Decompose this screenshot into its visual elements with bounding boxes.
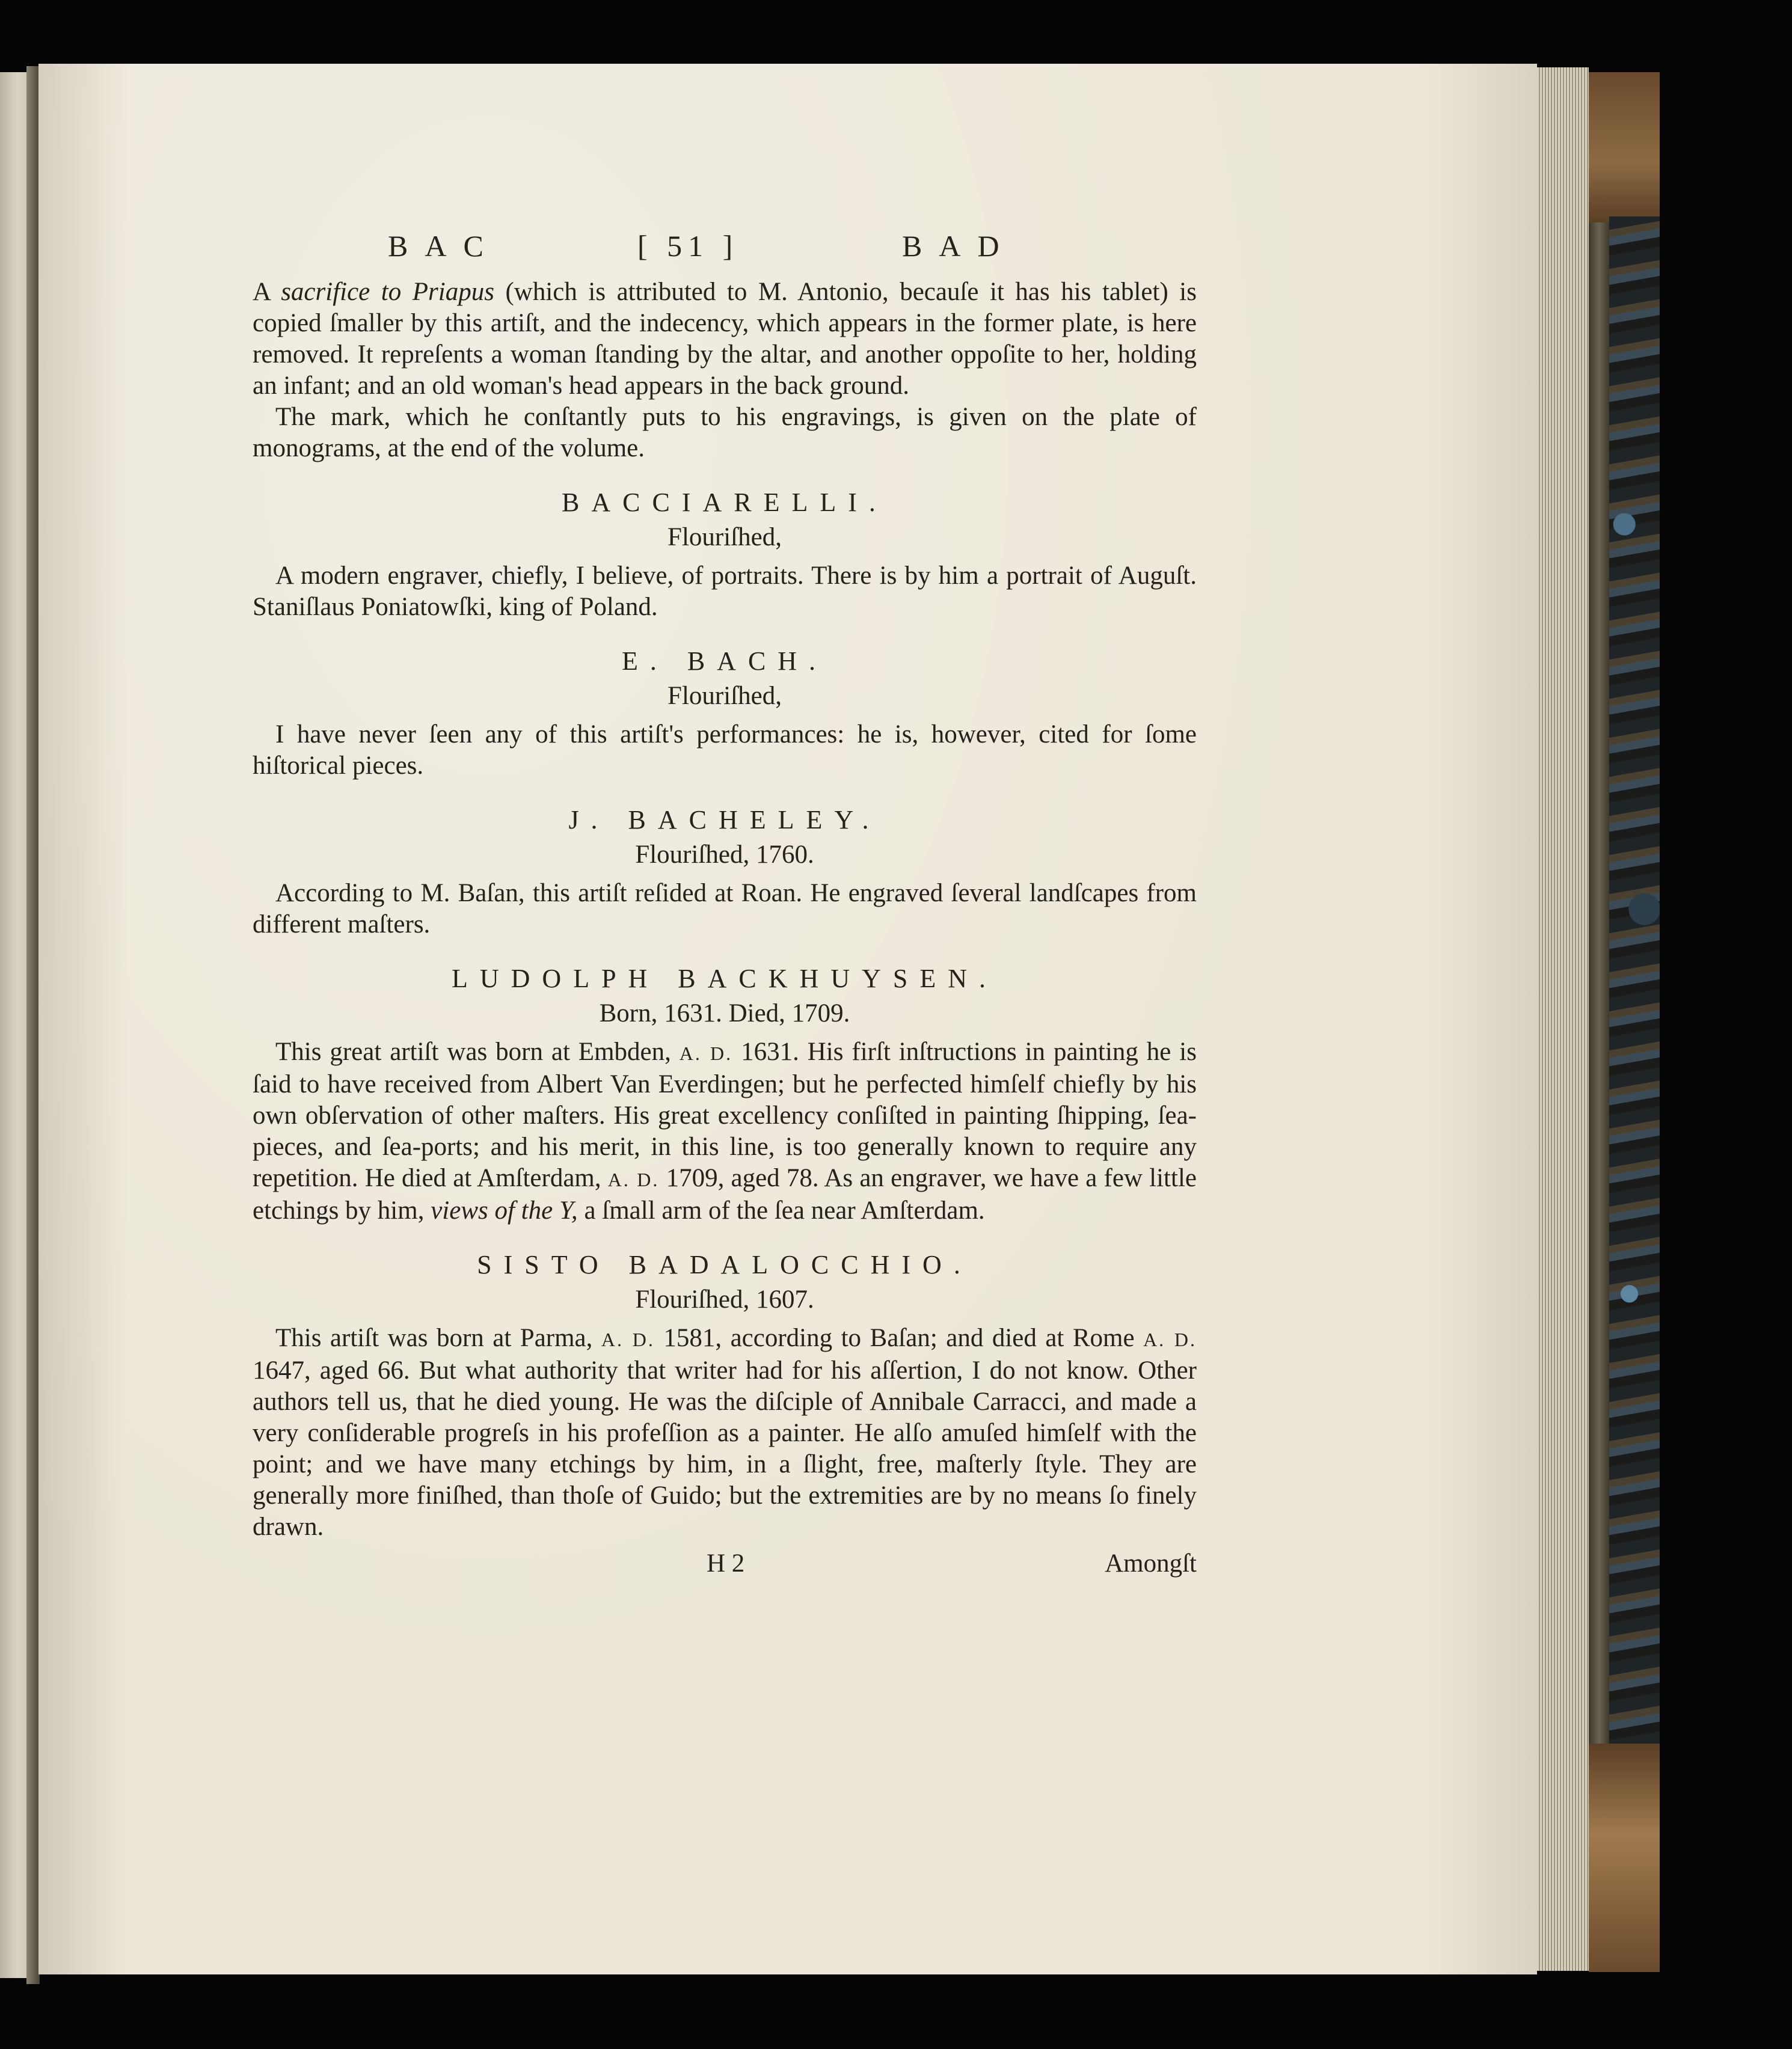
entry-heading: BACCIARELLI. <box>562 488 888 517</box>
entry-text <box>253 1323 1197 1543</box>
entry-text-part: This artiſt was born at Parma, <box>275 1324 601 1352</box>
page-fore-edge <box>1537 67 1589 1971</box>
catchword: Amongſt <box>1105 1549 1197 1578</box>
entry-e-bach <box>253 643 1197 782</box>
entry-dates: Born, 1631. Died, 1709. <box>599 999 850 1028</box>
entry-bacciarelli <box>253 485 1197 623</box>
running-head-left: BAC <box>388 229 500 263</box>
entry-dates: Flouriſhed, <box>667 682 782 710</box>
intro-paragraph <box>253 277 1197 402</box>
entry-ludolph-backhuysen <box>253 961 1197 1227</box>
entry-text-part: 1647, aged 66. But what authority that writer had for his aſſertion, I do not know. Other authors tell us, that he died young. He was the diſciple of Annibale Carracci, and made a very conſiderable progreſs in his profeſſion as a painter. He alſo amuſed himſelf with the point; and we have many etchings by him, in a ſlight, free, maſterly ſtyle. They are generally more finiſhed, than thoſe of Guido; but the extremities are by no means ſo finely drawn. <box>253 1356 1197 1541</box>
era-abbrev: A. D. <box>1143 1329 1197 1350</box>
entry-text-part: 1709, aged 78. As an engraver, we have a few little etchings by him, <box>253 1164 1197 1225</box>
marbled-board <box>1609 216 1660 1756</box>
intro-text-rest: (which is attributed to M. Antonio, becauſe it has his tablet) is copied ſmaller by this artiſt, and the indecency, which appears in the former plate, is here removed. It repreſents a woman ſtanding by the altar, and another oppoſite to her, holding an infant; and an old woman's head appears in the back ground. <box>253 278 1197 400</box>
entry-text: According to M. Baſan, this artiſt reſided at Roan. He engraved ſeveral landſcapes from different maſters. <box>253 879 1197 939</box>
intro-text-start: A <box>253 278 281 306</box>
page-number: [ 51 ] <box>637 229 739 263</box>
entry-text-part: a ſmall arm of the ſea near Amſterdam. <box>577 1196 985 1225</box>
entry-heading: LUDOLPH BACKHUYSEN. <box>451 964 998 993</box>
text-block-edge <box>1589 90 1609 1960</box>
entry-heading: J. BACHELEY. <box>568 805 881 835</box>
signature-mark: H 2 <box>707 1549 745 1578</box>
entry-j-bacheley <box>253 802 1197 940</box>
entry-heading: SISTO BADALOCCHIO. <box>477 1250 972 1279</box>
entry-text: I have never ſeen any of this artiſt's performances: he is, however, cited for ſome hiſtorical pieces. <box>253 720 1197 780</box>
entry-text-part: This great artiſt was born at Embden, <box>275 1038 680 1066</box>
entry-dates: Flouriſhed, 1607. <box>635 1285 814 1314</box>
entry-dates: Flouriſhed, <box>667 523 782 551</box>
gutter-shadow <box>26 66 40 1984</box>
monogram-note: The mark, which he conſtantly puts to his engravings, is given on the plate of monograms, at the end of the volume. <box>253 403 1197 462</box>
artwork-title: sacrifice to Priapus <box>281 278 494 306</box>
entry-heading: E. BACH. <box>621 646 828 676</box>
leather-corner-bottom <box>1589 1744 1660 1972</box>
artwork-title: views of the Y, <box>431 1196 578 1225</box>
era-abbrev: A. D. <box>679 1043 733 1064</box>
era-abbrev: A. D. <box>601 1329 655 1350</box>
running-head <box>253 228 1197 277</box>
entry-text: A modern engraver, chiefly, I believe, of portraits. There is by him a portrait of Auguſt. Staniſlaus Poniatowſki, king of Poland. <box>253 562 1197 621</box>
leather-corner-top <box>1589 72 1660 222</box>
facing-page-edge <box>0 72 28 1978</box>
running-head-right: BAD <box>902 229 1016 263</box>
entry-text <box>253 1037 1197 1227</box>
entry-text-part: 1581, according to Baſan; and died at Rome <box>654 1324 1144 1352</box>
page-footer <box>253 1549 1197 1585</box>
entry-dates: Flouriſhed, 1760. <box>635 841 814 869</box>
era-abbrev: A. D. <box>607 1169 660 1190</box>
entry-sisto-badalocchio <box>253 1247 1197 1543</box>
entry-text-part: 1631. His firſt inſtructions in painting he is ſaid to have received from Albert Van Everdingen; but he perfected himſelf chiefly by his own obſervation of other maſters. His great excellency conſiſted in painting ſhipping, ſea-pieces, and ſea-ports; and his merit, in this line, is too generally known to require any repetition. He died at Amſterdam, <box>253 1038 1197 1192</box>
page-text-block <box>253 228 1197 1585</box>
